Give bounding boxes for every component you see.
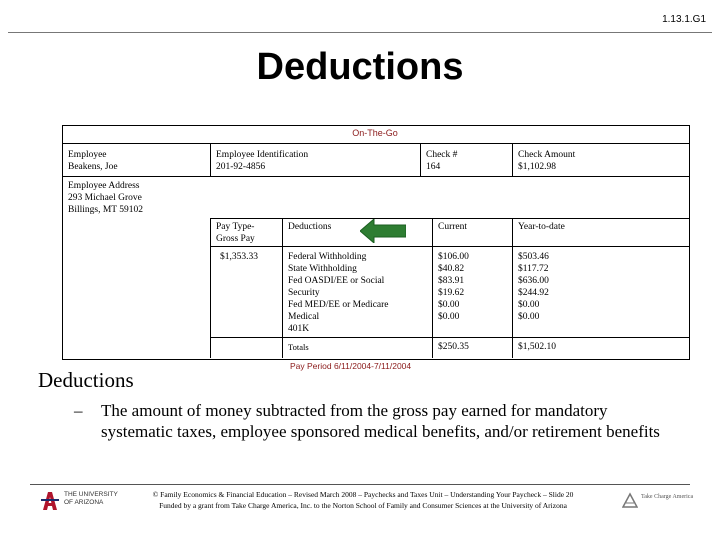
ytd-value: $503.46 [518,252,549,262]
definition-text: The amount of money subtracted from the gross pay earned for mandatory systematic taxes, employee sponsored medical benefits, and/or retirement benefits [101,401,660,441]
employee-id-value: 201-92-4856 [216,162,266,172]
definition-bullet [74,400,664,442]
gross-pay-value: $1,353.33 [220,252,258,262]
employee-id-cell [216,149,308,173]
stub-company-name: On-The-Go [352,128,398,138]
current-value: $106.00 [438,252,469,262]
deduction-item: Fed MED/EE or Medicare [288,300,389,310]
sponsor-mark-icon [622,492,638,508]
sponsor-logo [622,490,702,512]
stub-divider [512,218,513,358]
current-values [438,251,469,323]
university-logo-line2: OF ARIZONA [64,499,104,506]
stub-divider [432,218,433,358]
section-heading: Deductions [38,368,134,392]
ytd-value: $117.72 [518,264,549,274]
current-value: $0.00 [438,300,460,310]
stub-divider [282,218,283,358]
deduction-item: Federal Withholding [288,252,367,262]
footer-text [128,489,598,511]
stub-divider [210,218,211,358]
current-value: $0.00 [438,312,460,322]
employee-address-label: Employee Address [68,181,140,191]
stub-divider [420,143,421,176]
check-number-cell [426,149,457,173]
employee-cell [68,149,118,173]
employee-name: Beakens, Joe [68,162,118,172]
deductions-list [288,251,389,335]
check-number-value: 164 [426,162,441,172]
university-logo-line1: THE UNIVERSITY [64,491,118,498]
ytd-values [518,251,549,323]
check-amount-label: Check Amount [518,150,576,160]
arizona-a-icon [40,490,60,512]
totals-ytd: $1,502.10 [518,342,556,352]
page-title: Deductions [256,46,464,88]
footer-line1: © Family Economics & Financial Education – Revised March 2008 – Paychecks and Taxes Unit – Understanding Your Paycheck – Slide 20 [152,490,574,499]
ytd-value: $0.00 [518,312,540,322]
pay-type-label: Pay Type- [216,222,255,232]
employee-id-label: Employee Identification [216,150,309,160]
footer-divider [30,484,690,485]
deduction-item: 401K [288,324,310,334]
current-value: $40.82 [438,264,465,274]
stub-divider [62,176,689,177]
employee-address-cell [68,180,143,216]
ytd-value: $244.92 [518,288,549,298]
gross-pay-label: Gross Pay [216,234,255,244]
top-divider [8,32,712,33]
current-value: $19.62 [438,288,465,298]
university-logo-text [64,491,118,507]
check-amount-cell [518,149,575,173]
sponsor-logo-name: Take Charge America [641,494,694,500]
left-arrow-icon [360,219,406,243]
totals-current: $250.35 [438,342,469,352]
slide-number: 1.13.1.G1 [662,14,706,25]
pay-type-header [216,221,255,245]
employee-address-line2: Billings, MT 59102 [68,205,144,215]
stub-divider [210,143,211,176]
current-value: $83.91 [438,276,465,286]
deduction-item: Fed OASDI/EE or Social [288,276,385,286]
totals-label: Totals [288,342,309,352]
footer-line2: Funded by a grant from Take Charge America, Inc. to the Norton School of Family and Consumer Sciences at the University of Arizona [159,501,567,510]
current-header: Current [438,222,468,232]
ytd-header: Year-to-date [518,222,565,232]
ytd-value: $636.00 [518,276,549,286]
deduction-item: State Withholding [288,264,357,274]
deduction-item: Security [288,288,320,298]
check-number-label: Check # [426,150,458,160]
stub-divider [62,143,689,144]
employee-address-line1: 293 Michael Grove [68,193,142,203]
employee-label: Employee [68,150,107,160]
deduction-item: Medical [288,312,320,322]
stub-divider [512,143,513,176]
deductions-header: Deductions [288,222,332,232]
university-logo [40,490,124,514]
ytd-value: $0.00 [518,300,540,310]
bullet-dash: – [74,401,83,420]
check-amount-value: $1,102.98 [518,162,556,172]
pay-period: Pay Period 6/11/2004-7/11/2004 [290,361,412,371]
